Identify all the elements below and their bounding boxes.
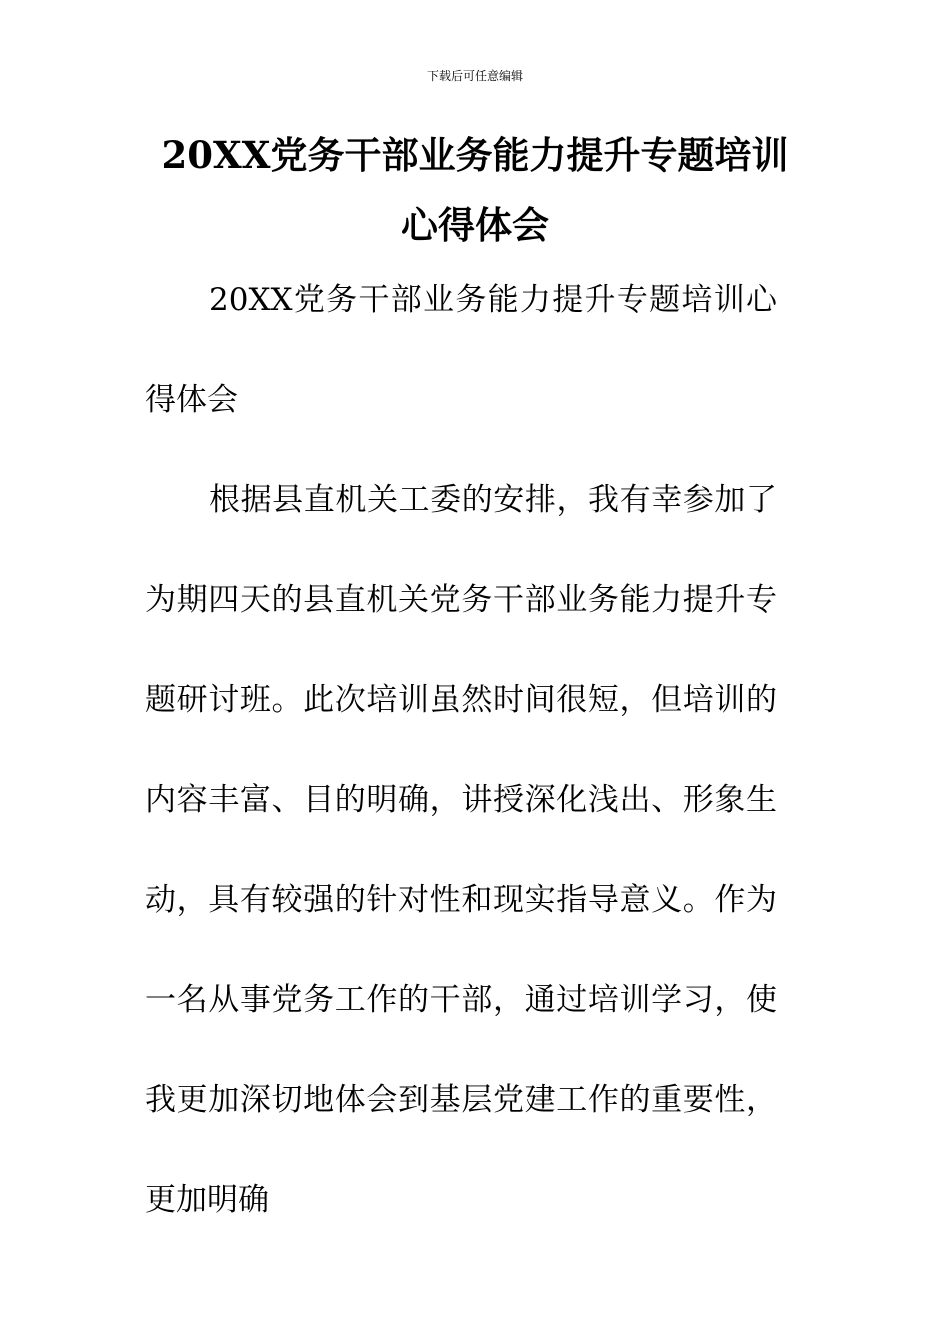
- paragraph-subtitle: 20XX党务干部业务能力提升专题培训心得体会: [145, 282, 777, 418]
- paragraph-body: 根据县直机关工委的安排，我有幸参加了为期四天的县直机关党务干部业务能力提升专题研讨班。此次培训虽然时间很短，但培训的内容丰富、目的明确，讲授深化浅出、形象生动，具有较强的针对性和现实指导意义。作为一名从事党务工作的干部，通过培训学习，使我更加深切地体会到基层党建工作的重要性，更加明确: [145, 482, 777, 1218]
- header-note: 下载后可任意编辑: [426, 69, 523, 83]
- document-title: 20XX党务干部业务能力提升专题培训心得体会: [161, 133, 789, 247]
